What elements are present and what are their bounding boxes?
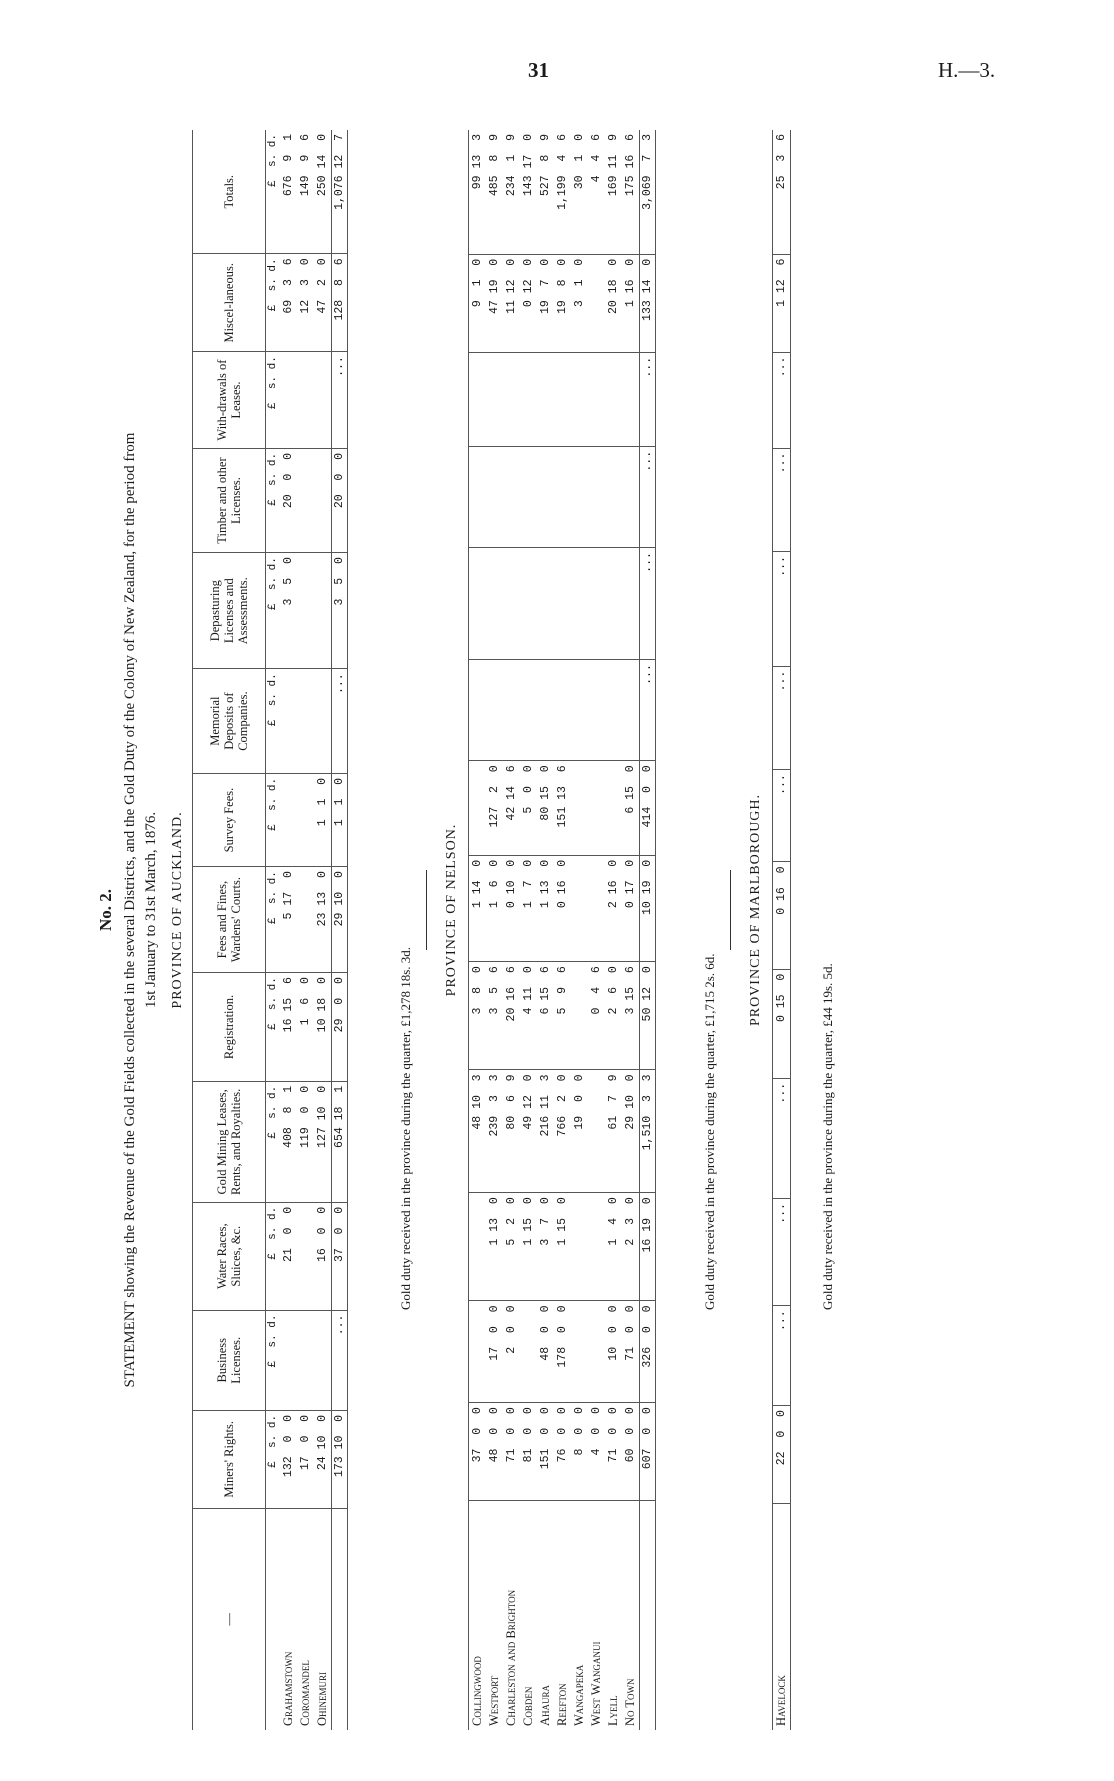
amount-cell: 48 0 0 xyxy=(537,1301,554,1403)
amount-cell: 0 12 0 xyxy=(520,254,537,352)
amount-cell: 1 13 0 xyxy=(537,855,554,961)
amount-cell: 30 1 0 xyxy=(571,130,588,254)
amount-cell xyxy=(588,1301,605,1403)
table-row xyxy=(622,130,640,1730)
amount-cell: 1 13 0 xyxy=(486,1193,503,1301)
lsd-unit-cell: £ s. d. xyxy=(266,352,281,449)
auckland-gold-duty: Gold duty received in the province during the quarter, £1,278 18s. 3d. xyxy=(398,946,413,1310)
amount-cell xyxy=(554,660,571,761)
amount-cell xyxy=(503,352,520,446)
amount-cell: 1 4 0 xyxy=(605,1193,622,1301)
amount-cell: ... xyxy=(773,1306,791,1406)
amount-cell xyxy=(588,855,605,961)
amount-cell: 3 7 0 xyxy=(537,1193,554,1301)
amount-cell xyxy=(503,446,520,547)
amount-cell: 1 15 0 xyxy=(554,1193,571,1301)
amount-cell: 48 10 3 xyxy=(469,1070,487,1193)
amount-cell: 47 19 0 xyxy=(486,254,503,352)
total-cell: ... xyxy=(332,1310,348,1410)
total-cell: 3 5 0 xyxy=(332,553,348,669)
marlborough-gold-duty: Gold duty received in the province during the quarter, £44 19s. 5d. xyxy=(820,963,835,1310)
amount-cell xyxy=(280,773,297,866)
amount-cell xyxy=(520,660,537,761)
amount-cell: 1 7 0 xyxy=(520,855,537,961)
amount-cell: 127 2 0 xyxy=(486,761,503,855)
amount-cell xyxy=(297,448,314,552)
amount-cell: 169 11 9 xyxy=(605,130,622,254)
amount-cell xyxy=(297,669,314,774)
amount-cell: 10 18 0 xyxy=(314,973,332,1082)
province-heading-nelson: PROVINCE OF NELSON. xyxy=(444,823,459,997)
amount-cell xyxy=(537,548,554,660)
amount-cell xyxy=(605,446,622,547)
amount-cell: 216 11 3 xyxy=(537,1070,554,1193)
lsd-unit-cell xyxy=(266,1508,281,1730)
amount-cell: 71 0 0 xyxy=(622,1301,640,1403)
amount-cell: 4 4 6 xyxy=(588,130,605,254)
total-cell: 50 12 0 xyxy=(640,962,656,1070)
amount-cell: 766 2 0 xyxy=(554,1070,571,1193)
lsd-unit-cell: £ s. d. xyxy=(266,1202,281,1310)
district-name: Collingwood xyxy=(470,1656,484,1726)
amount-cell: 69 3 6 xyxy=(280,254,297,352)
lsd-unit-cell: £ s. d. xyxy=(266,553,281,669)
table-row xyxy=(486,130,503,1730)
amount-cell xyxy=(588,1193,605,1301)
amount-cell: 1 12 6 xyxy=(773,254,791,352)
district-name: Cobden xyxy=(521,1686,535,1726)
amount-cell: 676 9 1 xyxy=(280,130,297,254)
amount-cell: 61 7 9 xyxy=(605,1070,622,1193)
amount-cell: 4 11 0 xyxy=(520,962,537,1070)
amount-cell: 99 13 3 xyxy=(469,130,487,254)
amount-cell: 119 0 0 xyxy=(297,1081,314,1202)
amount-cell: 127 10 0 xyxy=(314,1081,332,1202)
statement-title xyxy=(120,80,162,1740)
total-cell: 133 14 0 xyxy=(640,254,656,352)
amount-cell: 1 14 0 xyxy=(469,855,487,961)
amount-cell xyxy=(571,962,588,1070)
amount-cell xyxy=(297,1202,314,1310)
amount-cell: 20 18 0 xyxy=(605,254,622,352)
table-row xyxy=(297,130,314,1730)
amount-cell: 47 2 0 xyxy=(314,254,332,352)
table-row xyxy=(469,130,487,1730)
amount-cell xyxy=(469,761,487,855)
amount-cell: 151 13 6 xyxy=(554,761,571,855)
total-label-cell xyxy=(640,1501,656,1730)
amount-cell: 42 14 6 xyxy=(503,761,520,855)
district-name: Ohinemuri xyxy=(315,1671,329,1726)
amount-cell: 3 5 0 xyxy=(280,553,297,669)
amount-cell xyxy=(469,548,487,660)
rotated-statement-sheet xyxy=(80,80,1080,1740)
amount-cell: 17 0 0 xyxy=(486,1301,503,1403)
amount-cell: 6 15 6 xyxy=(537,962,554,1070)
total-cell: 16 19 0 xyxy=(640,1193,656,1301)
amount-cell: 19 0 0 xyxy=(571,1070,588,1193)
nelson-table xyxy=(468,130,656,1730)
amount-cell: 2 0 0 xyxy=(503,1301,520,1403)
amount-cell: 25 3 6 xyxy=(773,130,791,254)
amount-cell xyxy=(520,446,537,547)
amount-cell: 23 13 0 xyxy=(314,867,332,973)
district-name: Grahamstown xyxy=(281,1651,295,1726)
lsd-unit-cell: £ s. d. xyxy=(266,973,281,1082)
amount-cell: 3 5 6 xyxy=(486,962,503,1070)
total-cell: 29 0 0 xyxy=(332,973,348,1082)
amount-cell: 76 0 0 xyxy=(554,1403,571,1501)
amount-cell xyxy=(469,446,487,547)
total-cell: ... xyxy=(332,352,348,449)
amount-cell: 1 6 0 xyxy=(486,855,503,961)
document-code: H.—3. xyxy=(938,58,996,82)
amount-cell: 11 12 0 xyxy=(503,254,520,352)
amount-cell xyxy=(314,1310,332,1410)
column-header-0: — xyxy=(193,1508,266,1730)
amount-cell: 49 12 0 xyxy=(520,1070,537,1193)
table-row xyxy=(314,130,332,1730)
column-header-5: Registration. xyxy=(193,973,266,1082)
total-cell: 607 0 0 xyxy=(640,1403,656,1501)
amount-cell xyxy=(314,669,332,774)
column-header-12: Miscel-laneous. xyxy=(193,254,266,352)
total-cell: ... xyxy=(640,660,656,761)
amount-cell xyxy=(605,352,622,446)
column-header-3: Water Races, Sluices, &c. xyxy=(193,1202,266,1310)
divider-rule xyxy=(426,870,427,950)
amount-cell xyxy=(588,352,605,446)
amount-cell: 2 3 0 xyxy=(622,1193,640,1301)
title-line-1: STATEMENT showing the Revenue of the Gold Fields collected in the several Districts, and the Gold Duty of the Colony of New Zealand, for the period from xyxy=(122,432,138,1388)
lsd-unit-cell: £ s. d. xyxy=(266,130,281,254)
column-header-6: Fees and Fines, Wardens' Courts. xyxy=(193,867,266,973)
district-name: Lyell xyxy=(606,1695,620,1726)
amount-cell: 29 10 0 xyxy=(622,1070,640,1193)
amount-cell: ... xyxy=(773,552,791,667)
amount-cell xyxy=(469,660,487,761)
district-name: Reefton xyxy=(555,1683,569,1726)
amount-cell: 81 0 0 xyxy=(520,1403,537,1501)
amount-cell xyxy=(469,1301,487,1403)
amount-cell xyxy=(537,352,554,446)
amount-cell: 1,199 4 6 xyxy=(554,130,571,254)
amount-cell xyxy=(622,660,640,761)
amount-cell xyxy=(571,446,588,547)
amount-cell xyxy=(554,352,571,446)
amount-cell: 4 0 0 xyxy=(588,1403,605,1501)
table-row xyxy=(588,130,605,1730)
column-header-8: Memorial Deposits of Companies. xyxy=(193,669,266,774)
table-row xyxy=(773,130,791,1730)
amount-cell xyxy=(280,669,297,774)
amount-cell: 8 0 0 xyxy=(571,1403,588,1501)
total-label-cell xyxy=(332,1508,348,1730)
total-cell: 1,076 12 7 xyxy=(332,130,348,254)
amount-cell: 0 17 0 xyxy=(622,855,640,961)
amount-cell xyxy=(622,548,640,660)
amount-cell xyxy=(486,352,503,446)
amount-cell: 178 0 0 xyxy=(554,1301,571,1403)
table-row xyxy=(554,130,571,1730)
auckland-table xyxy=(192,130,348,1730)
lsd-unit-row xyxy=(266,130,281,1730)
total-cell: 10 19 0 xyxy=(640,855,656,961)
amount-cell xyxy=(588,761,605,855)
amount-cell: 527 8 9 xyxy=(537,130,554,254)
total-cell: 128 8 6 xyxy=(332,254,348,352)
amount-cell xyxy=(297,867,314,973)
divider-rule xyxy=(730,870,731,950)
district-name: Wangapeka xyxy=(572,1664,586,1726)
province-heading-auckland: PROVINCE OF AUCKLAND. xyxy=(170,811,185,1009)
amount-cell: 19 8 0 xyxy=(554,254,571,352)
amount-cell xyxy=(520,352,537,446)
district-name: Ahaura xyxy=(538,1684,552,1726)
amount-cell: 149 9 6 xyxy=(297,130,314,254)
table-row xyxy=(605,130,622,1730)
amount-cell: 1 6 0 xyxy=(297,973,314,1082)
amount-cell xyxy=(571,548,588,660)
district-name: Havelock xyxy=(774,1675,788,1726)
amount-cell xyxy=(554,548,571,660)
total-cell: 414 0 0 xyxy=(640,761,656,855)
district-name: No Town xyxy=(623,1678,637,1726)
total-cell: 1 1 0 xyxy=(332,773,348,866)
lsd-unit-cell: £ s. d. xyxy=(266,254,281,352)
amount-cell xyxy=(280,352,297,449)
amount-cell xyxy=(571,855,588,961)
amount-cell: 0 16 0 xyxy=(773,862,791,969)
amount-cell: 5 2 0 xyxy=(503,1193,520,1301)
amount-cell: 408 8 1 xyxy=(280,1081,297,1202)
amount-cell: 80 6 9 xyxy=(503,1070,520,1193)
amount-cell: 71 0 0 xyxy=(503,1403,520,1501)
total-cell: 29 10 0 xyxy=(332,867,348,973)
amount-cell: ... xyxy=(773,1199,791,1306)
table-row xyxy=(537,130,554,1730)
amount-cell: 21 0 0 xyxy=(280,1202,297,1310)
amount-cell: 3 8 0 xyxy=(469,962,487,1070)
district-name: West Wanganui xyxy=(589,1641,603,1726)
amount-cell: 16 0 0 xyxy=(314,1202,332,1310)
amount-cell: 71 0 0 xyxy=(605,1403,622,1501)
amount-cell xyxy=(486,660,503,761)
total-row xyxy=(332,130,348,1730)
column-header-2: Business Licenses. xyxy=(193,1310,266,1410)
total-row xyxy=(640,130,656,1730)
amount-cell xyxy=(280,1310,297,1410)
total-cell: ... xyxy=(640,548,656,660)
lsd-unit-cell: £ s. d. xyxy=(266,669,281,774)
amount-cell: 0 4 6 xyxy=(588,962,605,1070)
statement-number: No. 2. xyxy=(96,888,115,932)
amount-cell: 10 0 0 xyxy=(605,1301,622,1403)
amount-cell: 1 16 0 xyxy=(622,254,640,352)
amount-cell: 2 6 0 xyxy=(605,962,622,1070)
amount-cell: 151 0 0 xyxy=(537,1403,554,1501)
amount-cell: 9 1 0 xyxy=(469,254,487,352)
amount-cell xyxy=(297,773,314,866)
column-header-4: Gold Mining Leases, Rents, and Royalties. xyxy=(193,1081,266,1202)
lsd-unit-cell: £ s. d. xyxy=(266,867,281,973)
amount-cell: 485 8 9 xyxy=(486,130,503,254)
district-name: Westport xyxy=(487,1675,501,1726)
amount-cell: 5 9 6 xyxy=(554,962,571,1070)
amount-cell: 17 0 0 xyxy=(297,1410,314,1508)
province-heading-marlborough: PROVINCE OF MARLBOROUGH. xyxy=(748,793,763,1027)
total-cell: 37 0 0 xyxy=(332,1202,348,1310)
amount-cell: 0 16 0 xyxy=(554,855,571,961)
lsd-unit-cell: £ s. d. xyxy=(266,773,281,866)
lsd-unit-cell: £ s. d. xyxy=(266,1081,281,1202)
table-row xyxy=(520,130,537,1730)
total-cell: 326 0 0 xyxy=(640,1301,656,1403)
amount-cell xyxy=(297,352,314,449)
page-number: 31 xyxy=(528,58,549,82)
total-cell: 173 10 0 xyxy=(332,1410,348,1508)
nelson-gold-duty: Gold duty received in the province during the quarter, £1,715 2s. 6d. xyxy=(702,953,717,1310)
marlborough-table xyxy=(772,130,791,1730)
amount-cell: 143 17 0 xyxy=(520,130,537,254)
amount-cell xyxy=(571,352,588,446)
amount-cell: 132 0 0 xyxy=(280,1410,297,1508)
amount-cell: 48 0 0 xyxy=(486,1403,503,1501)
column-header-9: Depasturing Licenses and Assessments. xyxy=(193,553,266,669)
table-row xyxy=(280,130,297,1730)
amount-cell xyxy=(622,352,640,446)
amount-cell xyxy=(537,446,554,547)
amount-cell: 12 3 0 xyxy=(297,254,314,352)
lsd-unit-cell: £ s. d. xyxy=(266,1410,281,1508)
amount-cell xyxy=(588,446,605,547)
amount-cell: 20 0 0 xyxy=(280,448,297,552)
table-row xyxy=(503,130,520,1730)
amount-cell xyxy=(571,660,588,761)
district-name: Charleston and Brighton xyxy=(504,1589,518,1726)
table-row xyxy=(571,130,588,1730)
amount-cell: ... xyxy=(773,770,791,862)
amount-cell: 2 16 0 xyxy=(605,855,622,961)
amount-cell xyxy=(571,1301,588,1403)
amount-cell xyxy=(503,660,520,761)
amount-cell: 20 16 6 xyxy=(503,962,520,1070)
amount-cell xyxy=(314,352,332,449)
amount-cell: ... xyxy=(773,352,791,448)
column-header-11: With-drawals of Leases. xyxy=(193,352,266,449)
amount-cell xyxy=(605,548,622,660)
amount-cell: 239 3 3 xyxy=(486,1070,503,1193)
column-header-13: Totals. xyxy=(193,130,266,254)
amount-cell xyxy=(297,553,314,669)
amount-cell xyxy=(554,446,571,547)
column-header-7: Survey Fees. xyxy=(193,773,266,866)
total-cell: 654 18 1 xyxy=(332,1081,348,1202)
amount-cell xyxy=(605,660,622,761)
total-cell: 20 0 0 xyxy=(332,448,348,552)
amount-cell: 3 1 0 xyxy=(571,254,588,352)
amount-cell xyxy=(588,1070,605,1193)
amount-cell xyxy=(503,548,520,660)
amount-cell xyxy=(588,254,605,352)
total-cell: 3,069 7 3 xyxy=(640,130,656,254)
amount-cell xyxy=(588,660,605,761)
amount-cell xyxy=(622,446,640,547)
total-cell: ... xyxy=(332,669,348,774)
amount-cell: 0 15 0 xyxy=(773,969,791,1078)
title-line-2: 1st January to 31st March, 1876. xyxy=(143,811,159,1009)
amount-cell: 1 15 0 xyxy=(520,1193,537,1301)
amount-cell: ... xyxy=(773,448,791,551)
total-cell: 1,510 3 3 xyxy=(640,1070,656,1193)
amount-cell: 1 1 0 xyxy=(314,773,332,866)
total-cell: ... xyxy=(640,352,656,446)
amount-cell: 5 17 0 xyxy=(280,867,297,973)
amount-cell: 6 15 0 xyxy=(622,761,640,855)
amount-cell xyxy=(314,448,332,552)
column-header-10: Timber and other Licenses. xyxy=(193,448,266,552)
amount-cell: 16 15 6 xyxy=(280,973,297,1082)
lsd-unit-cell: £ s. d. xyxy=(266,1310,281,1410)
amount-cell xyxy=(297,1310,314,1410)
total-cell: ... xyxy=(640,446,656,547)
amount-cell: ... xyxy=(773,666,791,769)
amount-cell: 0 10 0 xyxy=(503,855,520,961)
amount-cell xyxy=(520,548,537,660)
amount-cell xyxy=(469,1193,487,1301)
amount-cell xyxy=(588,548,605,660)
amount-cell xyxy=(571,761,588,855)
amount-cell xyxy=(520,1301,537,1403)
amount-cell xyxy=(486,548,503,660)
amount-cell: 19 7 0 xyxy=(537,254,554,352)
amount-cell: 60 0 0 xyxy=(622,1403,640,1501)
amount-cell: 24 10 0 xyxy=(314,1410,332,1508)
amount-cell: ... xyxy=(773,1078,791,1198)
amount-cell: 3 15 6 xyxy=(622,962,640,1070)
amount-cell xyxy=(571,1193,588,1301)
lsd-unit-cell: £ s. d. xyxy=(266,448,281,552)
amount-cell: 80 15 0 xyxy=(537,761,554,855)
amount-cell xyxy=(469,352,487,446)
amount-cell xyxy=(537,660,554,761)
district-name: Coromandel xyxy=(298,1660,312,1726)
amount-cell: 22 0 0 xyxy=(773,1406,791,1504)
amount-cell: 234 1 9 xyxy=(503,130,520,254)
amount-cell: 175 16 6 xyxy=(622,130,640,254)
amount-cell: 5 0 0 xyxy=(520,761,537,855)
amount-cell xyxy=(605,761,622,855)
amount-cell xyxy=(314,553,332,669)
amount-cell: 37 0 0 xyxy=(469,1403,487,1501)
column-header-1: Miners' Rights. xyxy=(193,1410,266,1508)
amount-cell: 250 14 0 xyxy=(314,130,332,254)
amount-cell xyxy=(486,446,503,547)
column-header-row xyxy=(193,130,266,1730)
